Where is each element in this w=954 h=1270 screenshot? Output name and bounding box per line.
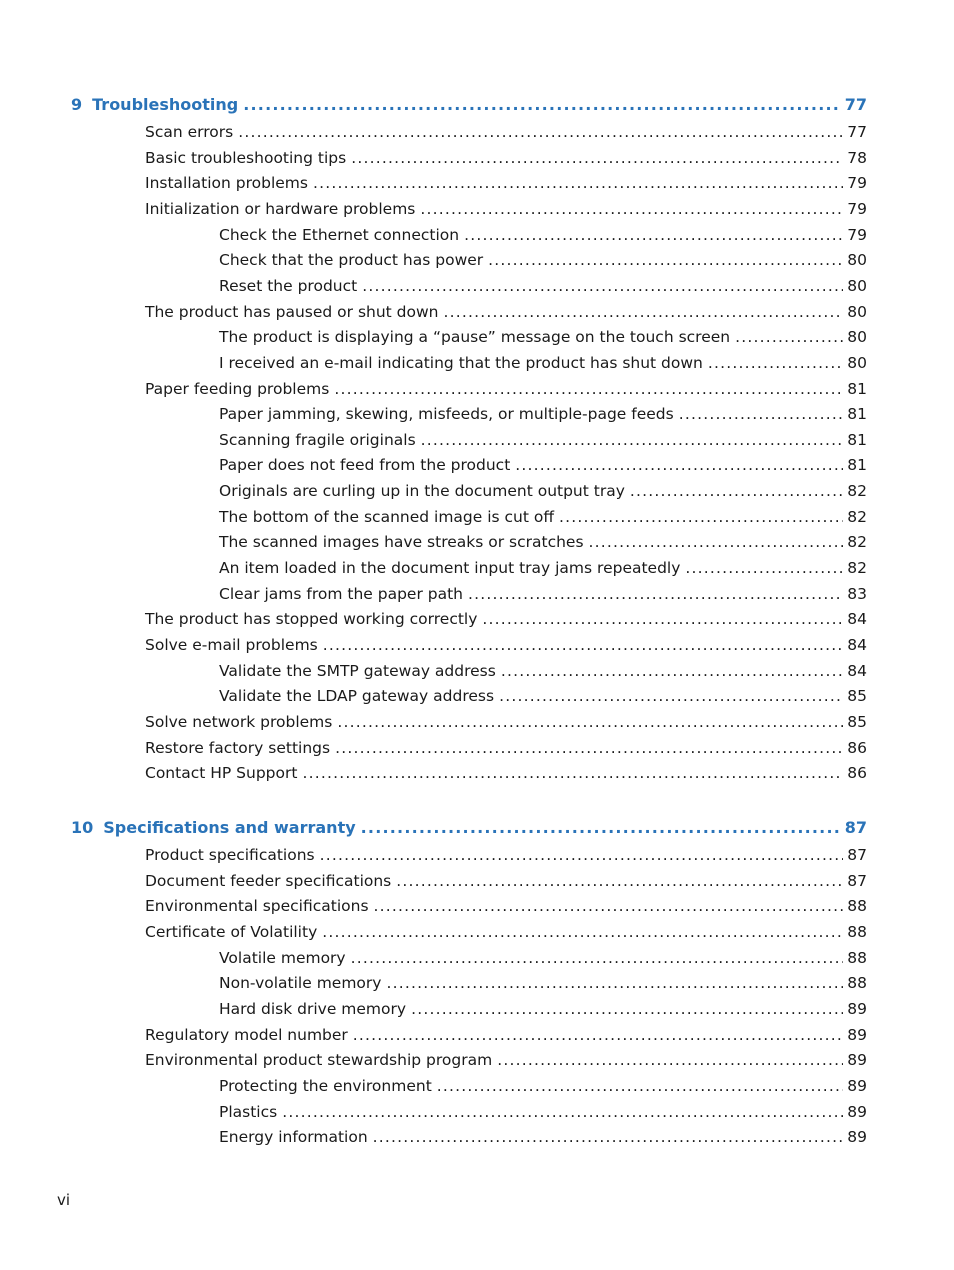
- entry-title: Validate the LDAP gateway address: [219, 687, 495, 706]
- entry-page-number: 88: [847, 974, 867, 993]
- chapter-heading[interactable]: [0, 95, 867, 115]
- entry-title: Basic troubleshooting tips: [145, 148, 347, 167]
- toc-subsection-entry[interactable]: [0, 430, 867, 450]
- entry-title: Originals are curling up in the document output tray: [219, 482, 625, 501]
- toc-subsection-entry[interactable]: [0, 686, 867, 706]
- entry-page-number: 77: [847, 123, 867, 141]
- entry-page-number: 82: [847, 533, 867, 552]
- dot-leader: [313, 173, 843, 193]
- toc-subsection-entry[interactable]: [0, 532, 867, 552]
- entry-page-number: 89: [847, 1051, 867, 1070]
- toc-subsection-entry[interactable]: [0, 584, 867, 604]
- entry-title: Environmental product stewardship program: [145, 1051, 493, 1070]
- dot-leader: [334, 379, 843, 399]
- entry-title: Installation problems: [145, 174, 308, 193]
- toc-subsection-entry[interactable]: [0, 661, 867, 681]
- dot-leader: [351, 148, 843, 168]
- entry-title: Contact HP Support: [145, 764, 298, 783]
- dot-leader: [468, 584, 843, 604]
- entry-page-number: 80: [847, 276, 867, 295]
- dot-leader: [373, 1127, 844, 1147]
- entry-page-number: 89: [847, 1102, 867, 1121]
- toc-section-entry[interactable]: [0, 712, 867, 732]
- entry-title: The bottom of the scanned image is cut off: [219, 507, 555, 526]
- dot-leader: [735, 327, 843, 347]
- entry-title: Volatile memory: [219, 948, 346, 967]
- entry-title: Paper does not feed from the product: [219, 456, 511, 475]
- entry-title: Environmental specifications: [145, 897, 369, 916]
- entry-title: An item loaded in the document input tray jams repeatedly: [219, 559, 681, 578]
- chapter-number: 10: [71, 818, 94, 837]
- toc-subsection-entry[interactable]: [0, 1127, 867, 1147]
- toc-subsection-entry[interactable]: [0, 455, 867, 475]
- entry-page-number: 84: [847, 610, 867, 629]
- toc-subsection-entry[interactable]: [0, 353, 867, 373]
- dot-leader: [679, 404, 844, 424]
- entry-title: Clear jams from the paper path: [219, 584, 463, 603]
- chapter-page-number: 87: [844, 818, 867, 837]
- dot-leader: [421, 430, 844, 450]
- toc-section-entry[interactable]: [0, 871, 867, 891]
- toc-section-entry[interactable]: [0, 738, 867, 758]
- dot-leader: [238, 122, 843, 142]
- chapter-number: 9: [71, 95, 83, 114]
- toc-section-entry[interactable]: [0, 609, 867, 629]
- dot-leader: [323, 635, 844, 655]
- entry-page-number: 82: [847, 482, 867, 501]
- entry-page-number: 86: [847, 764, 867, 783]
- toc-section-entry[interactable]: [0, 122, 867, 142]
- toc-section-entry[interactable]: [0, 1050, 867, 1070]
- dot-leader: [353, 1025, 843, 1045]
- toc-subsection-entry[interactable]: [0, 948, 867, 968]
- toc-subsection-entry[interactable]: [0, 1076, 867, 1096]
- dot-leader: [444, 302, 844, 322]
- entry-title: Plastics: [219, 1102, 278, 1121]
- toc-subsection-entry[interactable]: [0, 999, 867, 1019]
- entry-title: Non-volatile memory: [219, 974, 382, 993]
- dot-leader: [320, 845, 844, 865]
- chapter-page-number: 77: [844, 95, 867, 114]
- dot-leader: [464, 225, 843, 245]
- entry-title: Solve network problems: [145, 712, 333, 731]
- toc-section-entry[interactable]: [0, 148, 867, 168]
- dot-leader: [396, 871, 843, 891]
- dot-leader: [589, 532, 844, 552]
- toc-section-entry[interactable]: [0, 173, 867, 193]
- entry-title: Initialization or hardware problems: [145, 199, 416, 218]
- dot-leader: [515, 455, 843, 475]
- entry-title: Solve e-mail problems: [145, 636, 318, 654]
- entry-page-number: 87: [847, 871, 867, 890]
- toc-subsection-entry[interactable]: [0, 327, 867, 347]
- dot-leader: [282, 1102, 843, 1122]
- entry-title: Restore factory settings: [145, 738, 331, 757]
- entry-page-number: 82: [847, 559, 867, 578]
- toc-section-entry[interactable]: [0, 922, 867, 942]
- chapter-title: Troubleshooting: [92, 95, 239, 114]
- entry-page-number: 79: [847, 225, 867, 244]
- entry-page-number: 79: [847, 199, 867, 218]
- entry-page-number: 83: [847, 584, 867, 603]
- entry-page-number: 89: [847, 1076, 867, 1095]
- dot-leader: [499, 686, 843, 706]
- entry-title: Validate the SMTP gateway address: [219, 661, 496, 680]
- entry-title: Scanning fragile originals: [219, 430, 416, 449]
- entry-title: Scan errors: [145, 123, 234, 141]
- entry-page-number: 89: [847, 1128, 867, 1147]
- entry-page-number: 89: [847, 999, 867, 1018]
- toc-section-entry[interactable]: [0, 763, 867, 783]
- entry-title: Hard disk drive memory: [219, 999, 407, 1018]
- dot-leader: [374, 896, 844, 916]
- entry-page-number: 84: [847, 661, 867, 680]
- dot-leader: [243, 95, 841, 115]
- toc-subsection-entry[interactable]: [0, 250, 867, 270]
- dot-leader: [708, 353, 843, 373]
- entry-page-number: 80: [847, 353, 867, 372]
- chapter-heading[interactable]: [0, 818, 867, 838]
- toc-subsection-entry[interactable]: [0, 481, 867, 501]
- toc-subsection-entry[interactable]: [0, 225, 867, 245]
- entry-title: Product specifications: [145, 846, 315, 864]
- entry-title: The product has stopped working correctly: [145, 610, 478, 629]
- entry-title: Check that the product has power: [219, 251, 484, 270]
- entry-title: Paper feeding problems: [145, 379, 330, 398]
- page-number: vi: [57, 1191, 71, 1209]
- entry-title: Protecting the environment: [219, 1076, 432, 1095]
- entry-page-number: 78: [847, 148, 867, 167]
- toc-subsection-entry[interactable]: [0, 507, 867, 527]
- entry-page-number: 87: [847, 846, 867, 864]
- entry-page-number: 85: [847, 712, 867, 731]
- toc-subsection-entry[interactable]: [0, 558, 867, 578]
- entry-page-number: 82: [847, 507, 867, 526]
- dot-leader: [351, 948, 844, 968]
- dot-leader: [437, 1076, 843, 1096]
- dot-leader: [488, 250, 843, 270]
- toc-section-entry[interactable]: [0, 1025, 867, 1045]
- toc-section-entry[interactable]: [0, 379, 867, 399]
- entry-page-number: 88: [847, 922, 867, 941]
- chapter-title: Specifications and warranty: [103, 818, 356, 837]
- dot-leader: [482, 609, 843, 629]
- dot-leader: [685, 558, 843, 578]
- dot-leader: [497, 1050, 843, 1070]
- entry-page-number: 88: [847, 897, 867, 916]
- dot-leader: [335, 738, 843, 758]
- entry-page-number: 85: [847, 687, 867, 706]
- entry-title: Check the Ethernet connection: [219, 225, 460, 244]
- entry-page-number: 89: [847, 1025, 867, 1044]
- dot-leader: [411, 999, 843, 1019]
- dot-leader: [362, 276, 843, 296]
- dot-leader: [322, 922, 843, 942]
- dot-leader: [559, 507, 843, 527]
- entry-page-number: 84: [847, 636, 867, 654]
- dot-leader: [302, 763, 843, 783]
- dot-leader: [386, 973, 843, 993]
- dot-leader: [361, 818, 841, 838]
- entry-title: I received an e-mail indicating that the product has shut down: [219, 353, 703, 372]
- entry-title: Certificate of Volatility: [145, 922, 318, 941]
- entry-title: The product is displaying a “pause” message on the touch screen: [219, 328, 731, 347]
- entry-page-number: 81: [847, 405, 867, 424]
- entry-page-number: 81: [847, 379, 867, 398]
- toc-section-entry[interactable]: [0, 302, 867, 322]
- entry-page-number: 80: [847, 328, 867, 347]
- entry-title: Paper jamming, skewing, misfeeds, or multiple-page feeds: [219, 405, 674, 424]
- dot-leader: [630, 481, 843, 501]
- entry-page-number: 81: [847, 456, 867, 475]
- toc-section-entry[interactable]: [0, 896, 867, 916]
- entry-title: Reset the product: [219, 276, 358, 295]
- entry-title: Regulatory model number: [145, 1025, 348, 1044]
- dot-leader: [501, 661, 843, 681]
- dot-leader: [420, 199, 843, 219]
- entry-page-number: 81: [847, 430, 867, 449]
- entry-page-number: 79: [847, 174, 867, 193]
- toc-subsection-entry[interactable]: [0, 973, 867, 993]
- entry-page-number: 88: [847, 948, 867, 967]
- entry-page-number: 80: [847, 251, 867, 270]
- entry-page-number: 80: [847, 302, 867, 321]
- toc-subsection-entry[interactable]: [0, 276, 867, 296]
- toc-subsection-entry[interactable]: [0, 404, 867, 424]
- entry-title: Document feeder specifications: [145, 871, 392, 890]
- dot-leader: [337, 712, 843, 732]
- toc-section-entry[interactable]: [0, 635, 867, 655]
- toc-subsection-entry[interactable]: [0, 1102, 867, 1122]
- entry-title: Energy information: [219, 1128, 368, 1147]
- entry-title: The scanned images have streaks or scratches: [219, 533, 584, 552]
- toc-section-entry[interactable]: [0, 199, 867, 219]
- toc-section-entry[interactable]: [0, 845, 867, 865]
- entry-title: The product has paused or shut down: [145, 302, 439, 321]
- entry-page-number: 86: [847, 738, 867, 757]
